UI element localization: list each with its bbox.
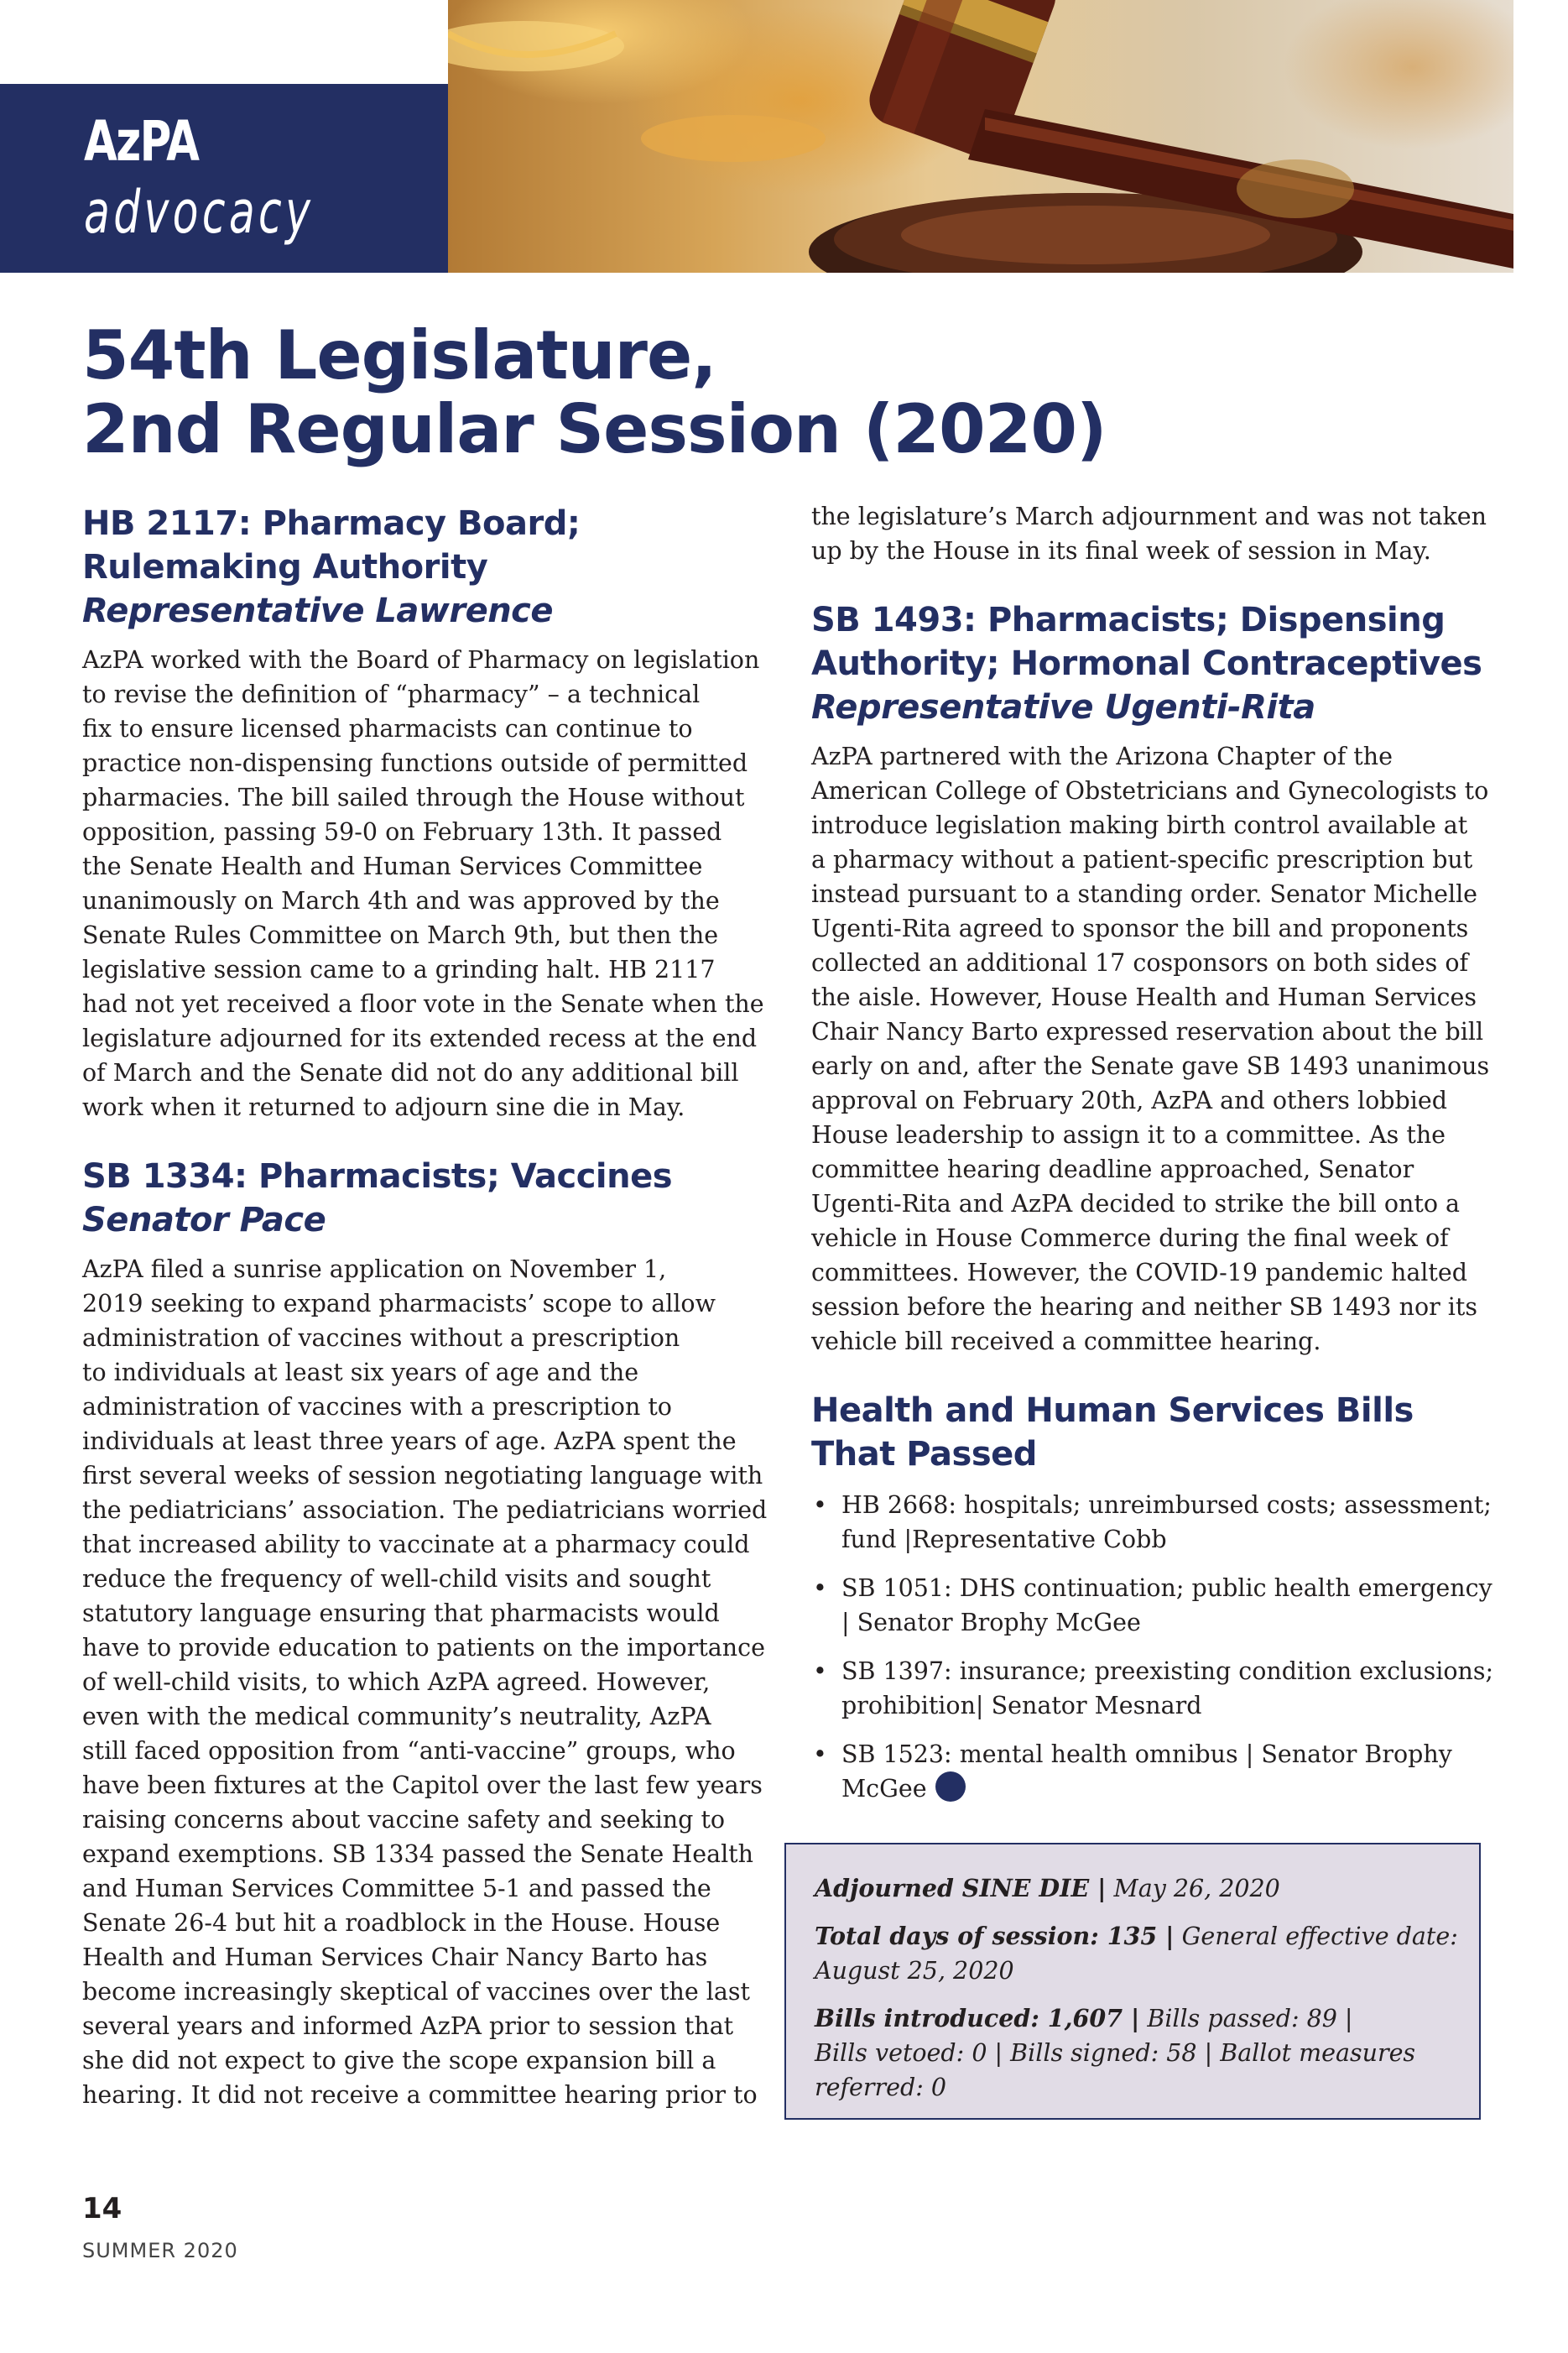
list-item: • HB 2668: hospitals; unreimbursed costs; assessment; fund |Representative Cobb — [811, 1488, 1482, 1557]
section-hb2117 — [82, 502, 764, 1124]
page-title-line2: 2nd Regular Session (2020) — [82, 390, 1107, 468]
section-sb1334 — [82, 1155, 768, 2112]
bullet-icon: • — [813, 1657, 827, 1685]
bullet-icon: • — [813, 1574, 827, 1602]
bill-list — [811, 1488, 1494, 1806]
gavel-illustration — [448, 0, 1513, 273]
header-photo — [448, 0, 1513, 273]
section-sponsor: Representative Lawrence — [82, 592, 554, 630]
list-item: • SB 1051: DHS continuation; public health emergency | Senator Brophy McGee — [811, 1571, 1482, 1640]
section-hhs-bills — [811, 1389, 1494, 1806]
section-body: AzPA filed a sunrise application on November 1, 2019 seeking to expand pharmacists’ scope to allow administration of vaccines without a prescription to individuals at least six years of age and the administration of vaccines with a prescription to individuals at least three years of age. AzPA spent the first several weeks of session negotiating language with the pediatricians’ association. The pediatricians worried that increased ability to vaccinate at a pharmacy could reduce the frequency of well-child visits and sought statutory language ensuring that pharmacists would have to provide education to patients on the importance of well-child visits, to which AzPA agreed. However, even with the medical community’s neutrality, AzPA still faced opposition from “anti-vaccine” groups, who have been fixtures at the Capitol over the last few years raising concerns about vaccine safety and seeking to expand exemptions. SB 1334 passed the Senate Health and Human Services Committee 5-1 and passed the Senate 26-4 but hit a roadblock in the House. House Health and Human Services Chair Nancy Barto has become increasingly skeptical of vaccines over the last several years and informed AzPA prior to session that she did not expect to give the scope expansion bill a hearing. It did not receive a committee hearing prior to — [82, 1255, 768, 2109]
left-column — [82, 502, 768, 2112]
brand-box — [0, 84, 448, 273]
adjourned-line: Adjourned SINE DIE | May 26, 2020 — [815, 1874, 1280, 1902]
section-sponsor: Representative Ugenti-Rita — [811, 688, 1315, 727]
bills-line: Bills introduced: 1,607 | Bills passed: 89 | Bills vetoed: 0 | Bills signed: 58 | Ballot measures referred: 0 — [815, 2004, 1416, 2101]
sb1334-continued: the legislature’s March adjournment and was not taken up by the House in its final week of session in May. — [811, 503, 1487, 565]
bullet-icon: • — [813, 1740, 827, 1768]
section-title: SB 1493: Pharmacists; Dispensing Authority; Hormonal Contraceptives Representative Ugenti-Rita — [811, 598, 1482, 729]
list-item: • SB 1523: mental health omnibus | Senator Brophy McGee — [811, 1737, 1482, 1806]
session-days-line: Total days of session: 135 | General effective date: August 25, 2020 — [815, 1922, 1458, 1985]
section-sb1493 — [811, 598, 1490, 1359]
section-title: SB 1334: Pharmacists; Vaccines Senator Pace — [82, 1155, 760, 1242]
section-title: HB 2117: Pharmacy Board; Rulemaking Authority Representative Lawrence — [82, 502, 760, 633]
section-body: AzPA partnered with the Arizona Chapter of the American College of Obstetricians and Gynecologists to introduce legislation making birth control available at a pharmacy without a patient-specific prescription but instead pursuant to a standing order. Senator Michelle Ugenti-Rita agreed to sponsor the bill and proponents collected an additional 17 cosponsors on both sides of the aisle. However, House Health and Human Services Chair Nancy Barto expressed reservation about the bill early on and, after the Senate gave SB 1493 unanimous approval on February 20th, AzPA and others lobbied House leadership to assign it to a committee. As the committee hearing deadline approached, Senator Ugenti-Rita and AzPA decided to strike the bill onto a vehicle in House Commerce during the final week of committees. However, the COVID-19 pandemic halted session before the hearing and neither SB 1493 nor its vehicle bill received a committee hearing. — [811, 743, 1490, 1355]
section-body: AzPA worked with the Board of Pharmacy on legislation to revise the definition of “pharmacy” – a technical fix to ensure licensed pharmacists can continue to practice non-dispensing functions outside of permitted pharmacies. The bill sailed through the House without opposition, passing 59-0 on February 13th. It passed the Senate Health and Human Services Committee unanimously on March 4th and was approved by the Senate Rules Committee on March 9th, but then the legislative session came to a grinding halt. HB 2117 had not yet received a floor vote in the Senate when the legislature adjourned for its extended recess at the end of March and the Senate did not do any additional bill work when it returned to adjourn sine die in May. — [82, 646, 764, 1121]
end-of-article-icon — [935, 1771, 966, 1802]
session-stats-box — [784, 1843, 1481, 2120]
issue-label: SUMMER 2020 — [82, 2239, 238, 2262]
section-sponsor: Senator Pace — [82, 1201, 326, 1239]
brand-name: AzPA — [84, 109, 199, 174]
list-item: • SB 1397: insurance; preexisting condition exclusions; prohibition| Senator Mesnard — [811, 1654, 1482, 1723]
brand-subtitle: advocacy — [84, 178, 315, 247]
right-column — [811, 499, 1494, 1820]
page-title — [82, 316, 1341, 468]
bullet-icon: • — [813, 1491, 827, 1519]
page-number: 14 — [82, 2192, 122, 2225]
section-title: Health and Human Services Bills That Passed — [811, 1391, 1414, 1474]
page-title-line1: 54th Legislature, — [82, 316, 716, 394]
